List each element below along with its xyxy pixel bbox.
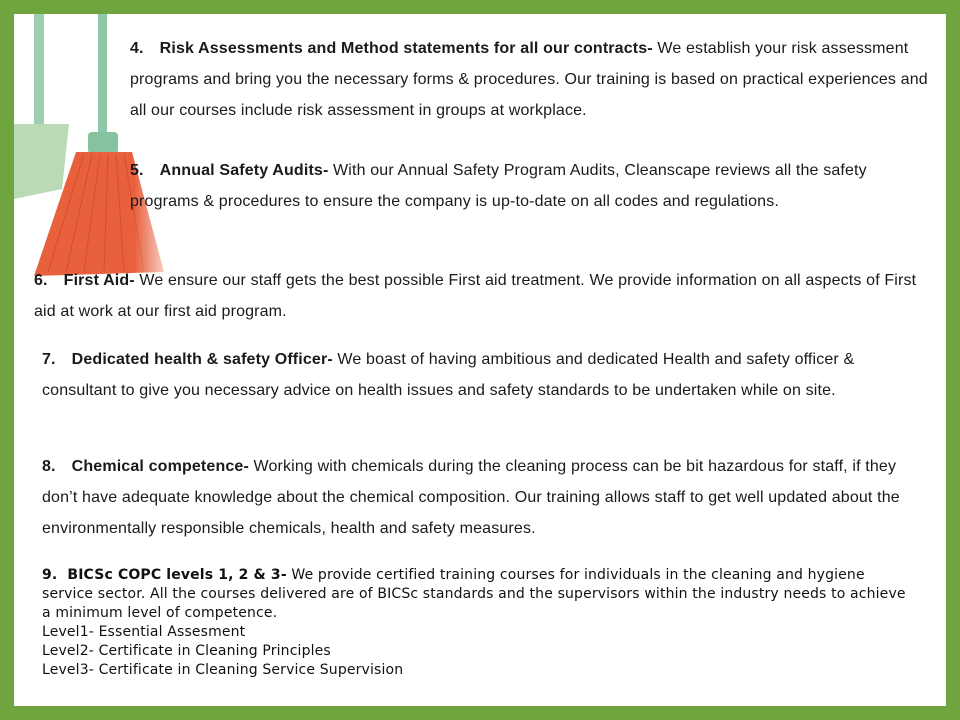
item-heading: Risk Assessments and Method statements for all our contracts-	[159, 40, 653, 57]
item-risk-assessments	[130, 33, 930, 126]
item-body: We ensure our staff gets the best possible First aid treatment. We provide information on all aspects of First aid at work at our first aid program.	[34, 272, 917, 320]
item-heading: First Aid-	[63, 272, 135, 289]
item-body: We boast of having ambitious and dedicated Health and safety officer & consultant to give you necessary advice on health issues and safety standards to be undertaken while on site.	[42, 351, 855, 399]
item-heading: BICSc COPC levels 1, 2 & 3-	[67, 567, 287, 583]
broom-neck	[88, 132, 118, 154]
level-3: Level3- Certificate in Cleaning Service Supervision	[42, 662, 404, 678]
item-bicsc-levels	[42, 566, 912, 680]
item-heading: Dedicated health & safety Officer-	[71, 351, 333, 368]
item-number: 4.	[130, 40, 144, 57]
item-body: Working with chemicals during the cleaning process can be bit hazardous for staff, if they don’t have adequate knowledge about the chemical composition. Our training allows staff to get well updated about the environmentally responsible chemicals, health and safety measures.	[42, 458, 900, 537]
item-heading: Chemical competence-	[71, 458, 249, 475]
item-annual-safety-audits	[130, 155, 930, 217]
level-2: Level2- Certificate in Cleaning Principles	[42, 643, 331, 659]
item-number: 8.	[42, 458, 56, 475]
broom-handle-back	[34, 14, 44, 124]
level-1: Level1- Essential Assesment	[42, 624, 246, 640]
item-body: With our Annual Safety Program Audits, Cleanscape reviews all the safety programs & procedures to ensure the company is up-to-date on all codes and regulations.	[130, 162, 867, 210]
item-body: We provide certified training courses for individuals in the cleaning and hygiene service sector. All the courses delivered are of BICSc standards and the supervisors within the industry needs to achieve a minimum level of competence.	[42, 567, 906, 621]
item-first-aid	[34, 265, 934, 327]
broom-handle	[98, 14, 107, 134]
item-number: 7.	[42, 351, 56, 368]
item-heading: Annual Safety Audits-	[159, 162, 329, 179]
item-number: 9.	[42, 567, 58, 583]
item-body: We establish your risk assessment programs and bring you the necessary forms & procedures. Our training is based on practical experiences and all our courses include risk assessment in groups at workplace.	[130, 40, 928, 119]
item-chemical-competence	[42, 451, 922, 544]
item-number: 5.	[130, 162, 144, 179]
item-number: 6.	[34, 272, 48, 289]
item-safety-officer	[42, 344, 922, 406]
item-paragraph	[42, 566, 912, 623]
broom-bristles-back	[14, 124, 69, 199]
